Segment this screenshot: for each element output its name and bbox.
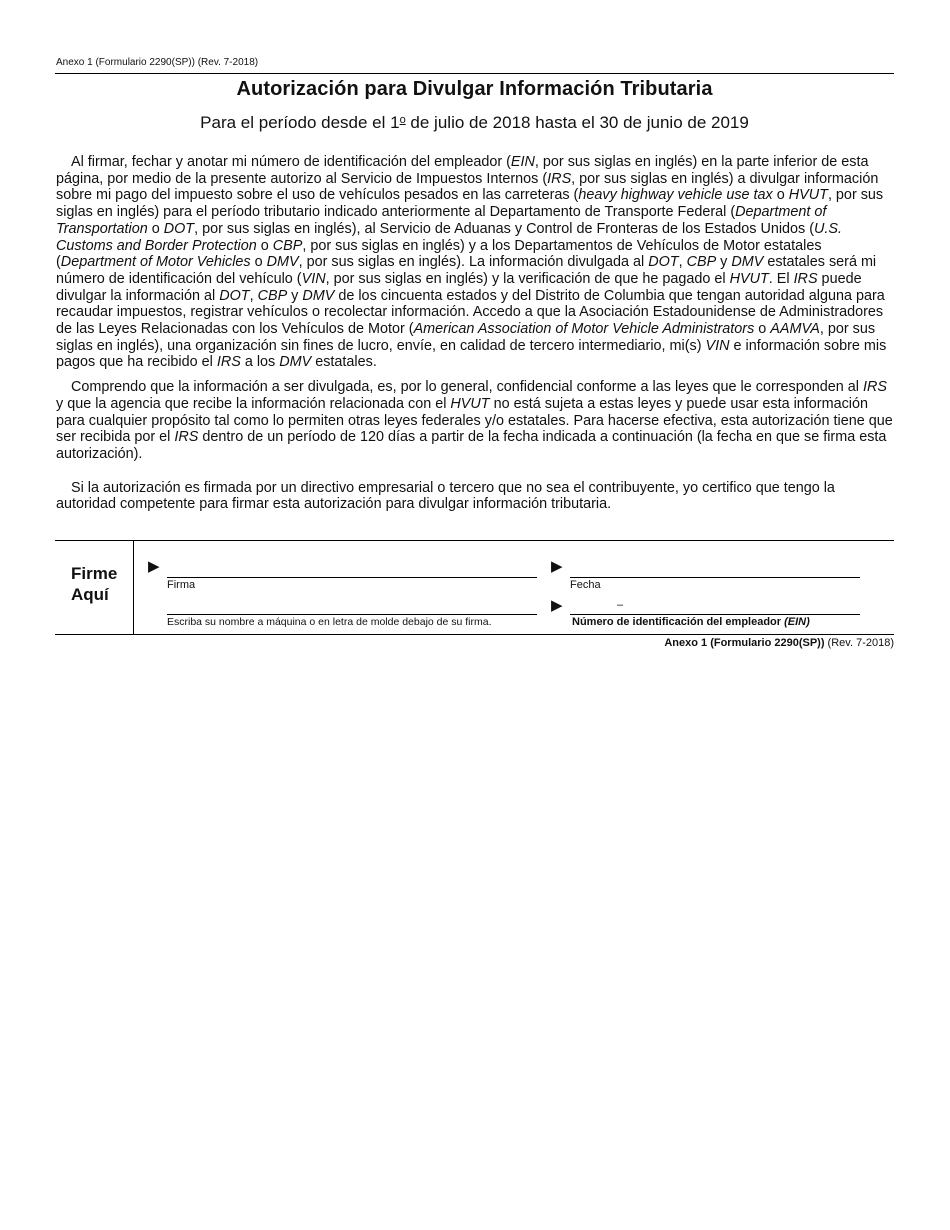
italic-term: HVUT xyxy=(788,187,828,204)
italic-term: CBP xyxy=(272,237,303,254)
text-run: o xyxy=(772,187,789,204)
text-run: estatales. xyxy=(311,354,377,371)
date-caption: Fecha xyxy=(570,579,601,591)
sign-label-line1: Firme xyxy=(71,564,118,583)
text-run: , por sus siglas en inglés) en la parte inferior de esta página, por medio de la presente autorizo al Servicio de Impuestos Internos ( xyxy=(56,154,869,187)
text-run: , por sus siglas en inglés) y la verificación de que he pagado el xyxy=(325,270,730,287)
paragraph-certification xyxy=(56,480,896,513)
text-run: o xyxy=(147,220,164,237)
footer-revision: (Rev. 7-2018) xyxy=(824,637,894,649)
italic-term: HVUT xyxy=(729,270,769,287)
printed-name-caption: Escriba su nombre a máquina o en letra de molde debajo de su firma. xyxy=(167,616,492,628)
ein-separator: – xyxy=(617,599,624,611)
italic-term: VIN xyxy=(301,270,326,287)
ein-arrow-icon: ▶ xyxy=(551,597,563,614)
italic-term: IRS xyxy=(174,429,199,446)
italic-term: DOT xyxy=(219,287,250,304)
subtitle-ordinal: o xyxy=(399,114,406,126)
ein-field[interactable] xyxy=(570,614,860,615)
ein-caption xyxy=(572,616,810,628)
page-title: Autorización para Divulgar Información Tributaria xyxy=(236,78,713,100)
italic-term: DMV xyxy=(731,254,764,271)
signature-caption: Firma xyxy=(167,579,196,591)
italic-term: IRS xyxy=(862,379,887,396)
tax-period-subtitle xyxy=(55,113,894,133)
text-run: Comprendo que la información a ser divulgada, es, por lo general, confidencial conforme a las leyes que le corresponden al xyxy=(71,379,863,396)
text-run: no está sujeta a estas leyes y puede usar esta información para cualquier propósito tal como lo permiten otras leyes federales y/o estatales. Para hacerse efectiva, esta autorización tiene que ser recibida por el xyxy=(56,395,893,446)
text-run: , por sus siglas en inglés) para el período tributario indicado anteriormente al Departamento de Transporte Federal ( xyxy=(56,187,884,221)
italic-term: Department of Transportation xyxy=(56,204,827,237)
text-run: y xyxy=(716,254,732,271)
text-run: , xyxy=(678,254,687,271)
ein-caption-abbr: (EIN) xyxy=(784,616,810,628)
italic-term: DMV xyxy=(266,254,299,271)
text-run: , por sus siglas en inglés) a divulgar información sobre mi pago del impuesto sobre el uso de vehículos pesados en las carreteras ( xyxy=(56,170,879,204)
printed-name-field[interactable] xyxy=(167,614,537,615)
text-run: , por sus siglas en inglés) y a los Departamentos de Vehículos de Motor estatales ( xyxy=(56,237,822,271)
italic-term: heavy highway vehicle use tax xyxy=(578,187,773,204)
paragraph-authorization xyxy=(56,154,896,371)
italic-term: IRS xyxy=(547,170,572,187)
italic-term: DOT xyxy=(648,254,679,271)
signature-section xyxy=(55,540,894,635)
italic-term: IRS xyxy=(793,270,818,287)
top-divider xyxy=(55,73,894,74)
sign-here-label xyxy=(55,541,134,634)
italic-term: Department of Motor Vehicles xyxy=(60,254,251,271)
text-run: , por sus siglas en inglés), al Servicio de Aduanas y Control de Fronteras de los Estados Unidos ( xyxy=(194,220,815,237)
subtitle-start: Para el período desde el 1 xyxy=(200,113,400,132)
italic-term: IRS xyxy=(216,354,241,371)
form-reference-footer xyxy=(664,637,894,649)
sign-label-line2: Aquí xyxy=(71,585,109,604)
text-run: de los cincuenta estados y del Distrito de Columbia que tengan autoridad alguna para recaudar impuestos, registrar vehículos o recolectar información. Accedo a que la Asociación Estadounidense de Administradores de las Leyes Relacionadas con los Vehículos de Motor ( xyxy=(56,287,885,338)
text-run: o xyxy=(250,254,267,271)
subtitle-end: de julio de 2018 hasta el 30 de junio de 2019 xyxy=(405,113,749,132)
paragraph-confidentiality xyxy=(56,379,896,463)
text-run: y que la agencia que recibe la información relacionada con el xyxy=(56,395,451,412)
italic-term: DMV xyxy=(302,287,335,304)
text-run: estatales será mi número de identificación del vehículo ( xyxy=(56,254,877,287)
ein-caption-text: Número de identificación del empleador xyxy=(572,616,785,628)
italic-term: VIN xyxy=(705,337,730,354)
text-run: , por sus siglas en inglés). La información divulgada al xyxy=(298,254,649,271)
authorization-text xyxy=(56,154,896,521)
text-run: y xyxy=(287,287,303,304)
text-run: a los xyxy=(240,354,280,371)
italic-term: U.S. Customs and Border Protection xyxy=(56,220,843,254)
italic-term: AAMVA xyxy=(770,321,820,338)
text-run: , por sus siglas en inglés), una organización sin fines de lucro, envíe, en calidad de tercero intermediario, mi(s) xyxy=(56,321,876,354)
italic-term: EIN xyxy=(510,154,535,170)
text-run: Al firmar, fechar y anotar mi número de identificación del empleador ( xyxy=(71,154,511,170)
text-run: puede divulgar la información al xyxy=(56,270,862,304)
form-reference-header: Anexo 1 (Formulario 2290(SP)) (Rev. 7-2018) xyxy=(56,57,259,68)
signature-field[interactable] xyxy=(167,577,537,578)
italic-term: HVUT xyxy=(450,395,490,412)
text-run: . El xyxy=(768,270,794,287)
italic-term: DOT xyxy=(163,220,195,237)
text-run: dentro de un período de 120 días a partir de la fecha indicada a continuación (la fecha en que se firma esta autorización). xyxy=(56,429,887,462)
text-run: o xyxy=(256,237,273,254)
text-run: o xyxy=(754,321,771,338)
footer-form-name: Anexo 1 (Formulario 2290(SP)) xyxy=(664,637,825,649)
text-run: Si la autorización es firmada por un directivo empresarial o tercero que no sea el contribuyente, yo certifico que tengo la autoridad competente para firmar esta autorización para divulgar información tributaria. xyxy=(56,479,835,513)
text-run: e información sobre mis pagos que ha recibido el xyxy=(56,337,887,371)
date-arrow-icon: ▶ xyxy=(551,558,563,575)
italic-term: DMV xyxy=(279,354,312,371)
date-field[interactable] xyxy=(570,577,860,578)
italic-term: CBP xyxy=(686,254,717,271)
signature-arrow-icon: ▶ xyxy=(148,558,160,575)
text-run: , xyxy=(249,287,258,304)
italic-term: American Association of Motor Vehicle Administrators xyxy=(413,321,755,338)
italic-term: CBP xyxy=(257,287,288,304)
